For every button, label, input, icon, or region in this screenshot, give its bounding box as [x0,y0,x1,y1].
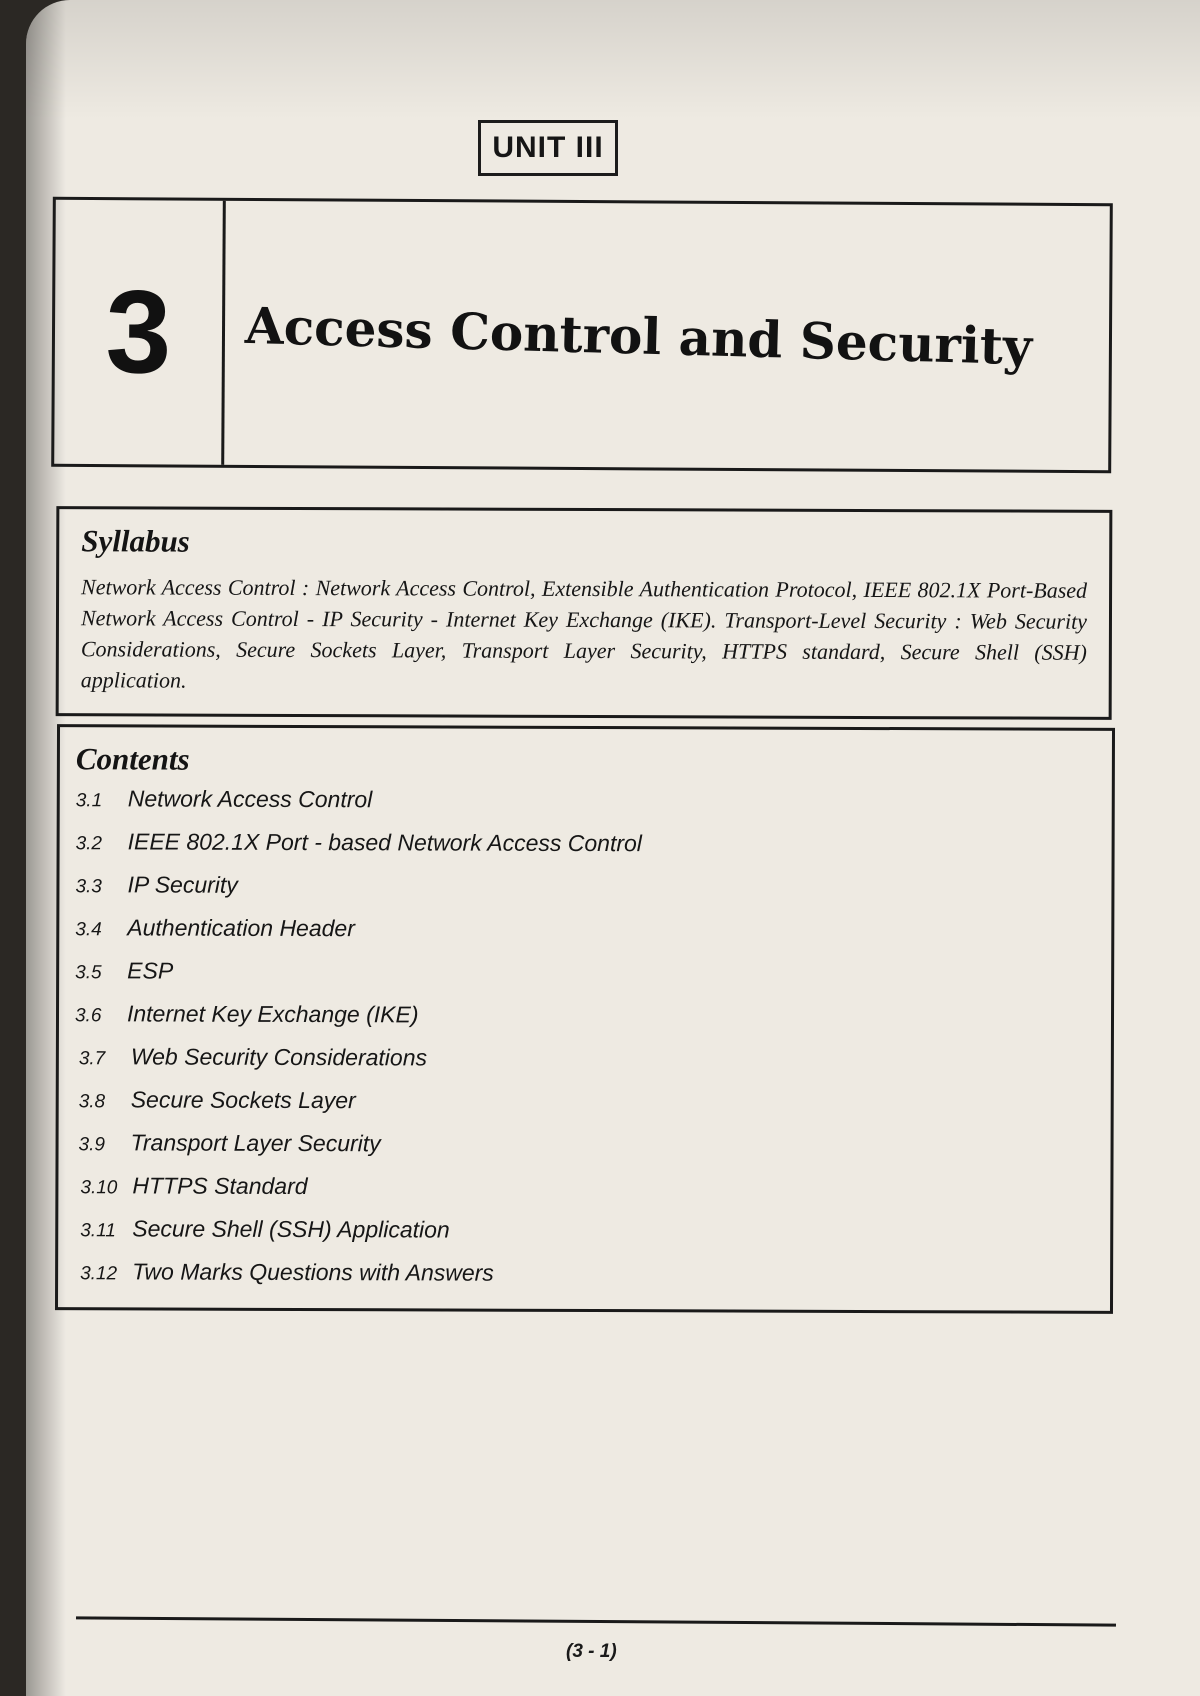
contents-item-number: 3.3 [75,876,102,898]
contents-item [75,914,1095,961]
contents-item [75,1043,1095,1090]
syllabus-heading: Syllabus [81,523,190,559]
contents-item-title: Secure Shell (SSH) Application [132,1215,450,1243]
contents-item-title: HTTPS Standard [132,1172,308,1200]
contents-item-number: 3.2 [75,833,103,855]
book-page [26,0,1200,1696]
contents-item-number: 3.5 [75,962,102,984]
syllabus-text: Network Access Control : Network Access Control, Extensible Authentication Protocol, IEEE 802.1X Port-Based Network Access Control - IP Security - Internet Key Exchange (IKE). Transport-Level Security : Web Security Considerations, Secure Sockets Layer, Transport Layer Security, HTTPS standard, Secure Shell (SSH) application. [80,574,1088,693]
chapter-header [51,197,1113,473]
contents-item-number: 3.6 [74,1005,102,1027]
contents-item-number: 3.11 [80,1220,116,1242]
contents-item-number: 3.10 [80,1177,118,1199]
contents-item-title: IEEE 802.1X Port - based Network Access Control [127,828,642,857]
contents-item-number: 3.7 [78,1048,106,1070]
contents-item-title: Transport Layer Security [130,1129,381,1157]
contents-item-title: Authentication Header [127,914,355,942]
contents-item-number: 3.12 [80,1263,118,1285]
contents-item-title: Two Marks Questions with Answers [132,1258,494,1286]
contents-item [74,1172,1094,1219]
contents-heading: Contents [75,741,190,777]
contents-item [74,1215,1094,1262]
contents-item [74,1258,1094,1305]
contents-item [76,828,1096,875]
chapter-title: Access Control and Security [244,295,1033,377]
unit-label: UNIT III [478,120,618,176]
contents-item-number: 3.8 [78,1091,106,1113]
contents-box [55,724,1115,1314]
contents-item-number: 3.4 [75,919,102,941]
contents-list [74,785,1096,1305]
contents-item-title: ESP [127,957,174,984]
page-number: (3 - 1) [566,1641,617,1662]
contents-item-title: Internet Key Exchange (IKE) [126,1000,419,1028]
contents-item [75,1086,1095,1133]
contents-item [75,957,1095,1004]
contents-item-title: Secure Sockets Layer [130,1086,356,1114]
contents-item-title: IP Security [127,871,238,898]
contents-item-number: 3.9 [78,1134,106,1156]
syllabus-box [56,506,1113,720]
contents-item [74,1129,1094,1176]
contents-item [76,785,1096,832]
contents-item-number: 3.1 [75,790,103,812]
contents-item [75,1000,1095,1047]
chapter-number: 3 [54,200,226,465]
contents-item-title: Network Access Control [127,785,373,813]
contents-item [75,871,1095,918]
contents-item-title: Web Security Considerations [130,1043,428,1071]
footer-divider [76,1616,1116,1626]
